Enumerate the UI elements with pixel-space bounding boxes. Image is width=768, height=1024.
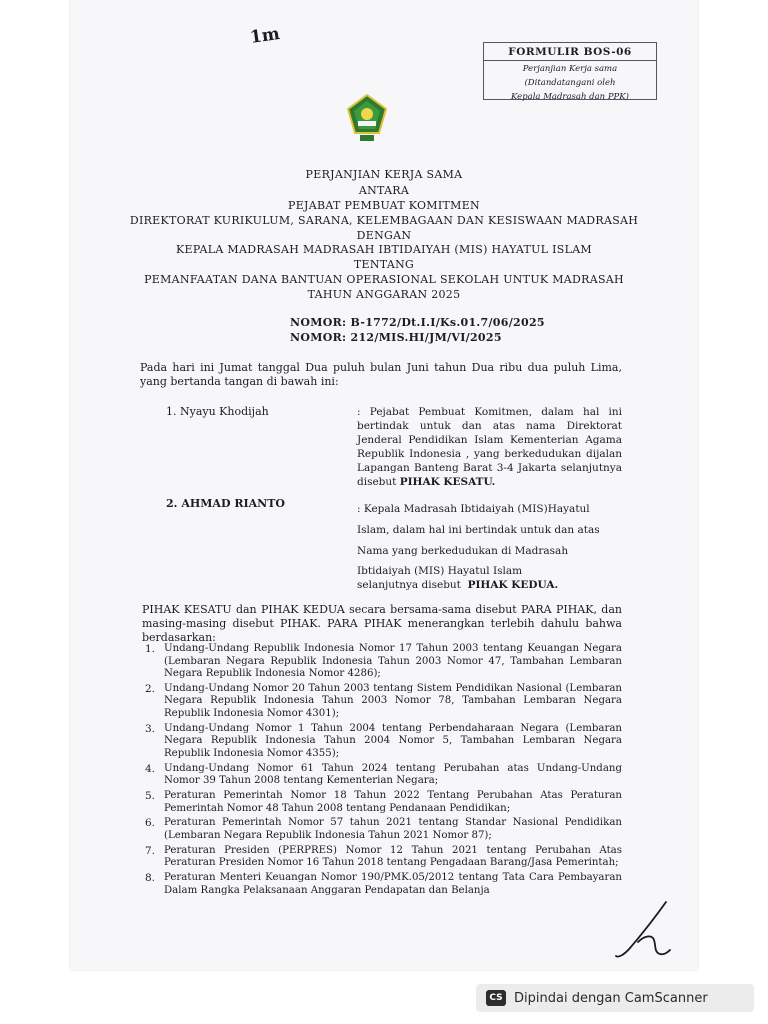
list-item-number: 3. — [145, 722, 156, 735]
list-item-text: Peraturan Menteri Keuangan Nomor 190/PMK.05/2012 tentang Tata Cara Pembayaran Dalam Rangka Pelaksanaan Anggaran Pendapatan dan Belanja — [164, 872, 622, 896]
list-item-text: Undang-Undang Nomor 20 Tahun 2003 tentang Sistem Pendidikan Nasional (Lembaran Negara Republik Indonesia Tahun 2003 Nomor 78, Tambahan Lembaran Negara Republik Indonesia Nomor 4301); — [164, 682, 622, 719]
list-item-text: Undang-Undang Nomor 61 Tahun 2024 tentang Perubahan atas Undang-Undang Nomor 39 Tahun 2008 tentang Kementerian Negara; — [164, 762, 622, 787]
party1-name: 1. Nyayu Khodijah — [166, 405, 269, 418]
handwritten-mark: 1m — [248, 24, 282, 48]
signature-initial-icon — [608, 898, 678, 962]
list-item-text: Undang-Undang Republik Indonesia Nomor 17 Tahun 2003 tentang Keuangan Negara (Lembaran Negara Republik Indonesia Tahun 2003 Nomor 47, Tambahan Lembaran Negara Republik Indonesia Nomor 4286); — [164, 643, 622, 679]
title-line: PERJANJIAN KERJA SAMA — [305, 168, 463, 181]
form-code-box — [483, 42, 657, 100]
title-line: TAHUN ANGGARAN 2025 — [307, 288, 461, 301]
title-line: PEMANFAATAN DANA BANTUAN OPERASIONAL SEKOLAH UNTUK MADRASAH — [144, 273, 624, 286]
form-code-line: Kepala Madrasah dan PPK) — [511, 92, 629, 102]
document-number-1: NOMOR: B-1772/Dt.I.I/Ks.01.7/06/2025 — [290, 316, 545, 329]
form-code-line: (Ditandatangani oleh — [524, 78, 616, 88]
list-item-number: 6. — [145, 817, 156, 830]
list-item — [142, 817, 622, 842]
party2-desc-line: Nama yang berkedudukan di Madrasah — [357, 545, 569, 557]
list-item-text: Peraturan Presiden (PERPRES) Nomor 12 Tahun 2021 tentang Perubahan Atas Peraturan Presiden Nomor 16 Tahun 2018 tentang Pengadaan Barang/Jasa Pemerintah; — [164, 844, 622, 869]
list-item-number: 2. — [145, 682, 156, 695]
title-line: ANTARA — [358, 184, 410, 197]
party2-description — [357, 499, 642, 592]
party1-description — [357, 405, 622, 489]
title-line: TENTANG — [353, 258, 415, 271]
list-item — [142, 790, 622, 815]
list-item-text: Undang-Undang Nomor 1 Tahun 2004 tentang Perbendaharaan Negara (Lembaran Negara Republik Indonesia Tahun 2004 Nomor 5, Tambahan Lembaran Negara Republik Indonesia Nomor 4355); — [164, 722, 622, 759]
ministry-logo-icon — [346, 93, 388, 158]
camscanner-icon: CS — [486, 990, 506, 1006]
party2-desc-line: Ibtidaiyah (MIS) Hayatul Islam — [357, 565, 523, 577]
party2-desc-line: Islam, dalam hal ini bertindak untuk dan atas — [357, 524, 600, 536]
list-item — [142, 763, 622, 788]
party1-alias: PIHAK KESATU. — [399, 476, 496, 488]
list-item-number: 4. — [145, 762, 156, 775]
title-line: KEPALA MADRASAH MADRASAH IBTIDAIYAH (MIS) HAYATUL ISLAM — [176, 243, 592, 256]
title-line: DENGAN — [356, 229, 412, 242]
list-item-text: Peraturan Pemerintah Nomor 18 Tahun 2022 Tentang Perubahan Atas Peraturan Pemerintah Nomor 48 Tahun 2008 tentang Pendanaan Pendidikan; — [164, 790, 622, 814]
camscanner-text: Dipindai dengan CamScanner — [514, 990, 708, 1006]
title-line: DIREKTORAT KURIKULUM, SARANA, KELEMBAGAAN DAN KESISWAAN MADRASAH — [129, 214, 639, 227]
intro-paragraph: Pada hari ini Jumat tanggal Dua puluh bulan Juni tahun Dua ribu dua puluh Lima, yang bertanda tangan di bawah ini: — [140, 361, 622, 388]
list-item-number: 8. — [145, 872, 156, 885]
legal-basis-list — [142, 643, 622, 900]
camscanner-watermark — [476, 984, 754, 1012]
party2-name: 2. AHMAD RIANTO — [166, 497, 285, 510]
party2-alias: PIHAK KEDUA. — [467, 579, 559, 591]
document-number-2: NOMOR: 212/MIS.HI/JM/VI/2025 — [290, 331, 502, 344]
party2-desc-line: selanjutnya disebut — [357, 579, 461, 591]
title-line: PEJABAT PEMBUAT KOMITMEN — [288, 199, 480, 212]
list-item — [142, 683, 622, 721]
list-item — [142, 643, 622, 681]
list-item — [142, 723, 622, 761]
party1-desc-text: : Pejabat Pembuat Komitmen, dalam hal ini bertindak untuk dan atas nama Direktorat Jenderal Pendidikan Islam Kementerian Agama Republik Indonesia , yang berkedudukan dijalan Lapangan Banteng Barat 3-4 Jakarta selanjutnya disebut — [357, 406, 622, 488]
party2-desc-line: : Kepala Madrasah Ibtidaiyah (MIS)Hayatul — [357, 503, 590, 515]
list-item — [142, 845, 622, 870]
list-item-number: 5. — [145, 790, 156, 803]
list-item-number: 1. — [145, 643, 156, 655]
form-code-title: FORMULIR BOS-06 — [484, 43, 656, 61]
list-item-text: Peraturan Pemerintah Nomor 57 tahun 2021 tentang Standar Nasional Pendidikan (Lembaran Negara Republik Indonesia Tahun 2021 Nomor 87); — [164, 817, 622, 841]
form-code-line: Perjanjian Kerja sama — [522, 64, 618, 74]
para-pihak-paragraph: PIHAK KESATU dan PIHAK KEDUA secara bersama-sama disebut PARA PIHAK, dan masing-masing disebut PIHAK. PARA PIHAK menerangkan terlebih dahulu bahwa berdasarkan: — [142, 603, 622, 644]
list-item-number: 7. — [145, 844, 156, 857]
list-item — [142, 872, 622, 897]
